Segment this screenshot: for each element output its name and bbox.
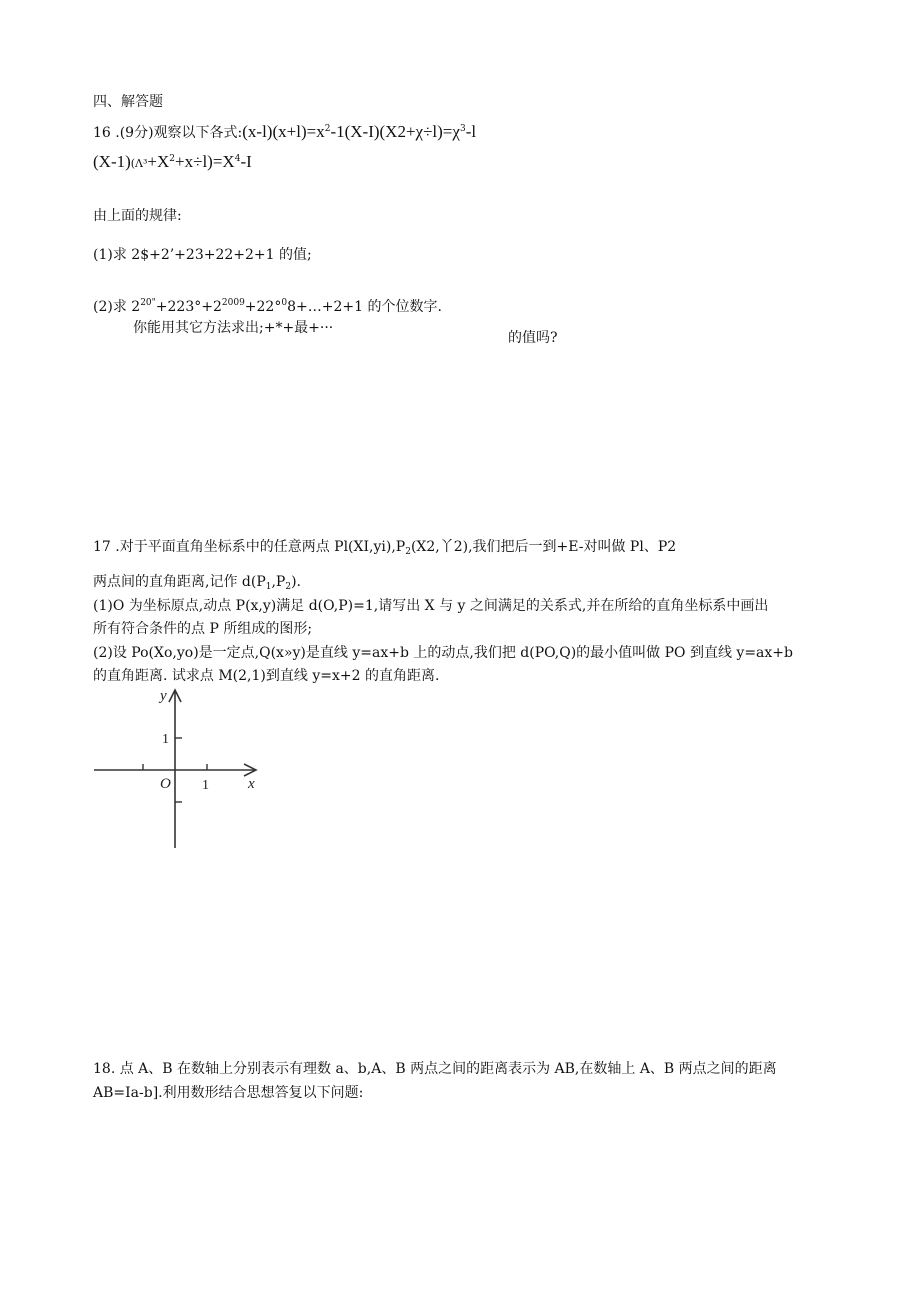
- q16-line2-b: (Λ³: [130, 157, 148, 170]
- q16-line2-c: +X: [147, 152, 170, 171]
- q16-line2-e: -I: [240, 152, 252, 171]
- q17-line2: [93, 573, 301, 596]
- q16-part2-sup-c: 0: [281, 298, 288, 308]
- q17-line2-b: ,P: [271, 574, 286, 590]
- q16-extra-b: 的值吗?: [508, 330, 558, 346]
- y-axis-label: y: [160, 688, 167, 704]
- q16-line1: [93, 120, 476, 142]
- q16-eq-b: -1(X-I)(X2+χ÷l)=χ: [330, 122, 460, 141]
- q16-line2: [93, 150, 252, 173]
- q17-line1: [93, 538, 676, 561]
- q17-line3: (1)O 为坐标原点,动点 P(x,y)满足 d(O,P)=1,请写出 X 与 y 之间满足的关系式,并在所给的直角坐标系中画出: [93, 598, 769, 614]
- q16-eq-a: (x-l)(x+l)=x: [242, 122, 325, 141]
- q17-line2-sub1: 1: [265, 582, 272, 592]
- q17-line1-sub: 2: [405, 547, 411, 557]
- x-axis-label: x: [248, 776, 255, 792]
- q16-eq-c: -l: [465, 122, 477, 141]
- q16-line2-sup2: 4: [234, 154, 241, 164]
- x-tick-label: 1: [202, 778, 209, 793]
- q16-part2: [93, 294, 442, 316]
- origin-label: O: [160, 776, 171, 792]
- coordinate-axes-figure: [90, 684, 270, 854]
- q16-part2-c: +22°: [244, 299, 282, 315]
- y-tick-label: 1: [162, 732, 169, 747]
- q16-part2-d: 8+…+2+1 的个位数字.: [287, 299, 442, 315]
- q16-part2-sup-a: 20": [140, 298, 156, 308]
- q16-line2-a: (X-1): [93, 152, 131, 171]
- q16-sup-a: 2: [324, 124, 331, 134]
- q16-sup-b: 3: [459, 124, 466, 134]
- section-title: 四、解答题: [93, 94, 163, 110]
- q17-line5: (2)设 Po(Xo,yo)是一定点,Q(x»y)是直线 y=ax+b 上的动点,我们把 d(PO,Q)的最小值叫做 PO 到直线 y=ax+b: [93, 645, 793, 661]
- q16-part2-b: +223°+2: [155, 299, 222, 315]
- q17-line1-b: (X2,丫2),我们把后一到+E-对叫做 Pl、P2: [410, 539, 677, 555]
- q16-rule-intro: 由上面的规律:: [93, 208, 182, 224]
- q16-line1-prefix: 16 .(9分)观察以下各式:: [93, 125, 243, 141]
- q16-part2-a: (2)求 2: [93, 299, 141, 315]
- q17-line1-a: 17 .对于平面直角坐标系中的任意两点 Pl(XI,yi),P: [93, 539, 406, 555]
- q17-line2-sub2: 2: [285, 582, 292, 592]
- q16-part2-sup-b: 2009: [221, 298, 245, 308]
- q18-line2: AB=Ia-b].利用数形结合思想答复以下问题:: [93, 1085, 364, 1101]
- q18-line1: 18. 点 A、B 在数轴上分别表示有理数 a、b,A、B 两点之间的距离表示为 AB,在数轴上 A、B 两点之间的距离: [93, 1061, 777, 1077]
- q16-line2-sup: 2: [169, 154, 176, 164]
- q17-line2-a: 两点间的直角距离,记作 d(P: [93, 574, 266, 590]
- q16-part1: (1)求 2$+2’+23+22+2+1 的值;: [93, 247, 312, 263]
- q17-line6: 的直角距离. 试求点 M(2,1)到直线 y=x+2 的直角距离.: [93, 668, 440, 684]
- q16-line2-d: +x÷l)=X: [175, 152, 235, 171]
- q17-line4: 所有符合条件的点 P 所组成的图形;: [93, 621, 313, 637]
- q16-extra-a: 你能用其它方法求出;+*+最+···: [133, 320, 334, 336]
- q17-line2-c: ).: [291, 574, 302, 590]
